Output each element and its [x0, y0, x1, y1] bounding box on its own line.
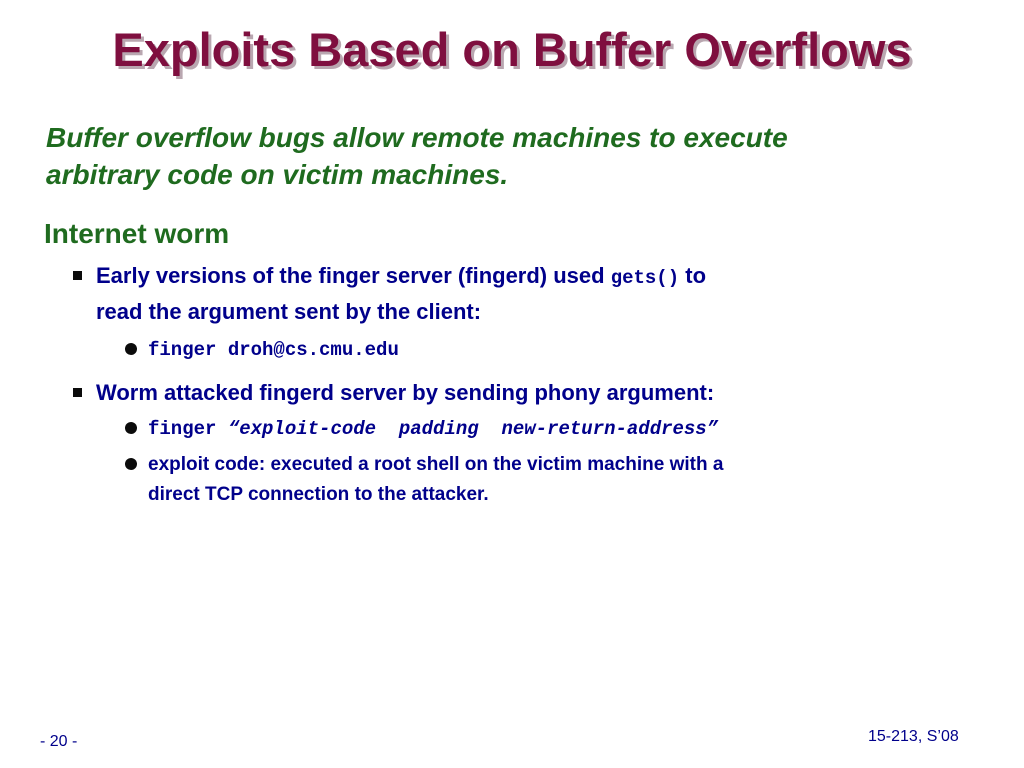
sub-bullet-line-2: direct TCP connection to the attacker.	[148, 484, 489, 505]
bullet-text-after: to	[679, 263, 707, 288]
lead-statement	[46, 119, 1006, 193]
sub-bullet-line-1: exploit code: executed a root shell on the victim machine with a	[148, 454, 724, 475]
round-bullet-icon	[125, 458, 137, 470]
code-finger-command: finger droh@cs.cmu.edu	[148, 339, 399, 361]
round-bullet-icon	[125, 422, 137, 434]
sub-bullet-phony-argument	[122, 414, 942, 444]
course-label: 15-213, S’08	[868, 728, 959, 745]
code-exploit-argument: “exploit-code padding new-return-address”	[227, 418, 719, 440]
section-heading: Internet worm	[44, 218, 230, 249]
code-gets: gets()	[610, 267, 680, 289]
slide-title: Exploits Based on Buffer Overflows	[112, 23, 912, 76]
square-bullet-icon	[73, 271, 82, 280]
page-number: - 20 -	[40, 733, 78, 750]
sub-bullet-finger-command	[122, 335, 942, 365]
bullet-line-1	[96, 259, 950, 295]
round-bullet-icon	[125, 343, 137, 355]
code-finger-prefix: finger	[148, 418, 228, 440]
bullet-line-2: read the argument sent by the client:	[96, 299, 482, 324]
bullet-item-fingerd-gets	[70, 259, 950, 329]
lead-line-1: Buffer overflow bugs allow remote machines to execute	[46, 122, 788, 153]
bullet-line: Worm attacked fingerd server by sending phony argument:	[96, 380, 715, 405]
sub-bullet-exploit-code	[122, 450, 942, 510]
bullet-text: Early versions of the finger server (fingerd) used	[96, 263, 611, 288]
square-bullet-icon	[73, 388, 82, 397]
lead-line-2: arbitrary code on victim machines.	[46, 159, 509, 190]
bullet-item-worm-attack	[70, 376, 950, 410]
